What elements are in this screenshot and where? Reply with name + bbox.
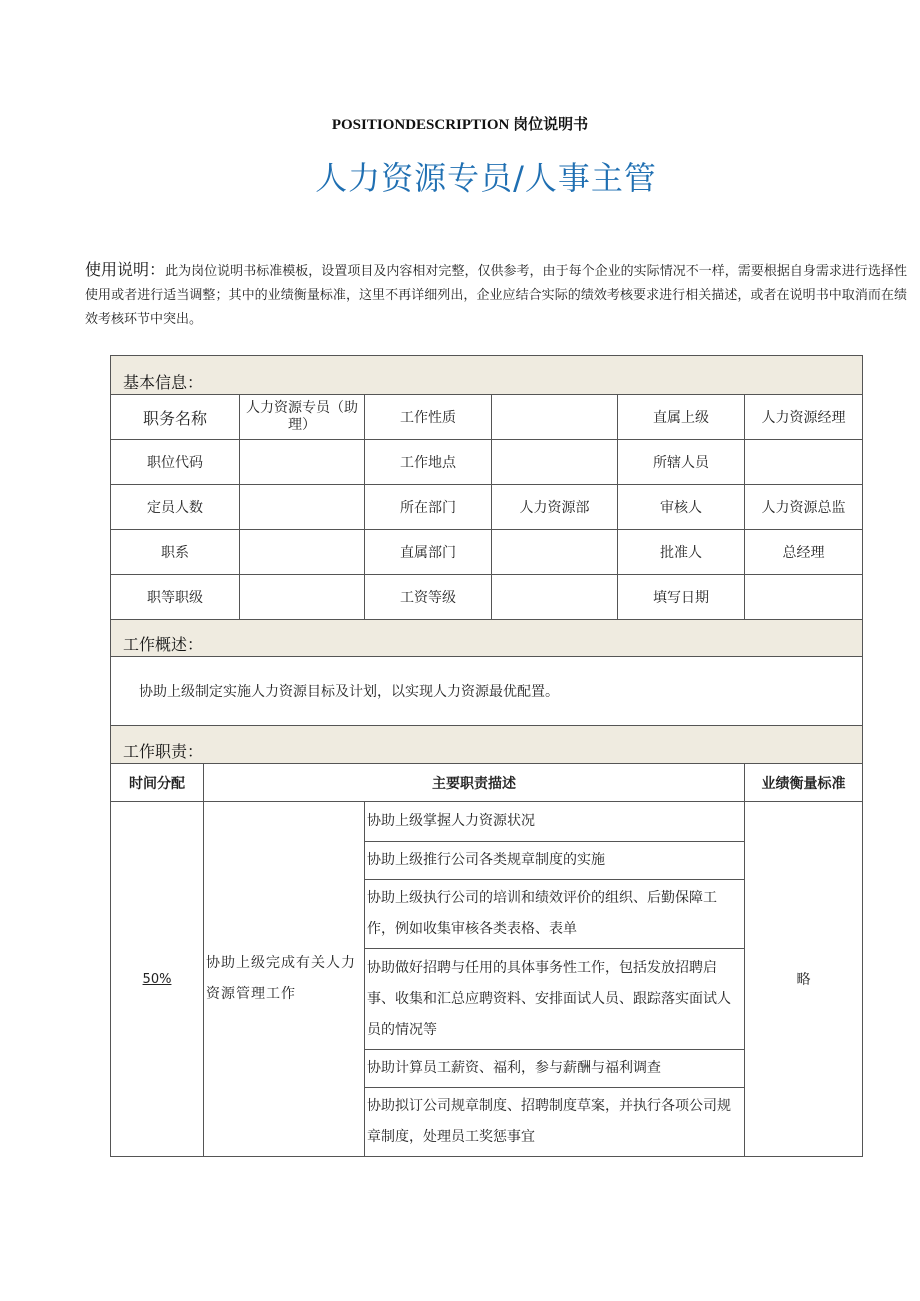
position-table <box>110 355 863 1157</box>
position-form <box>110 355 862 1157</box>
duty-row <box>111 802 863 842</box>
duty-task: 协助上级推行公司各类规章制度的实施 <box>365 842 745 880</box>
duty-task: 协助拟订公司规章制度、招聘制度草案，并执行各项公司规章制度，处理员工奖惩事宜 <box>365 1088 745 1157</box>
col-time-allocation: 时间分配 <box>111 764 204 802</box>
duty-task: 协助计算员工薪资、福利，参与薪酬与福利调查 <box>365 1050 745 1088</box>
summary-heading: 工作概述： <box>111 620 863 657</box>
duties-heading: 工作职责： <box>111 726 863 764</box>
info-value-direct-superior: 人力资源经理 <box>745 395 863 440</box>
info-row <box>111 530 863 575</box>
info-label-approver: 批准人 <box>618 530 745 575</box>
info-row <box>111 440 863 485</box>
info-value-department: 人力资源部 <box>492 485 618 530</box>
info-value-salary-level <box>492 575 618 620</box>
col-performance-standard: 业绩衡量标准 <box>745 764 863 802</box>
document-header: POSITIONDESCRIPTION 岗位说明书 <box>331 117 589 133</box>
info-label-subordinates: 所辖人员 <box>618 440 745 485</box>
main-duty-description: 协助上级完成有关人力资源管理工作 <box>204 802 365 1157</box>
info-value-grade <box>240 575 365 620</box>
summary-text: 协助上级制定实施人力资源目标及计划，以实现人力资源最优配置。 <box>111 657 863 726</box>
info-label-reviewer: 审核人 <box>618 485 745 530</box>
info-label-work-location: 工作地点 <box>365 440 492 485</box>
usage-text: 此为岗位说明书标准模板，设置项目及内容相对完整，仅供参考，由于每个企业的实际情况不一样，需要根据自身需求进行选择性使用或者进行适当调整；其中的业绩衡量标准，这里不再详细列出，企业应结合实际的绩效考核要求进行相关描述，或者在说明书中取消而在绩效考核环节中突出。 <box>85 264 907 327</box>
info-value-work-nature <box>492 395 618 440</box>
duty-task: 协助上级掌握人力资源状况 <box>365 802 745 842</box>
info-label-direct-superior: 直属上级 <box>618 395 745 440</box>
info-label-job-name: 职务名称 <box>111 395 240 440</box>
position-title: 人力资源专员/人事主管 <box>315 159 657 197</box>
info-value-headcount <box>240 485 365 530</box>
summary-heading-row <box>111 620 863 657</box>
duties-heading-row <box>111 726 863 764</box>
duty-task: 协助上级执行公司的培训和绩效评价的组织、后勤保障工作，例如收集审核各类表格、表单 <box>365 880 745 949</box>
col-main-duties: 主要职责描述 <box>204 764 745 802</box>
basic-info-heading-row <box>111 356 863 395</box>
info-label-fill-date: 填写日期 <box>618 575 745 620</box>
info-value-direct-department <box>492 530 618 575</box>
info-value-job-family <box>240 530 365 575</box>
usage-label: 使用说明： <box>85 260 166 279</box>
info-label-position-code: 职位代码 <box>111 440 240 485</box>
duty-task: 协助做好招聘与任用的具体事务性工作，包括发放招聘启事、收集和汇总应聘资料、安排面试人员、跟踪落实面试人员的情况等 <box>365 949 745 1050</box>
info-value-fill-date <box>745 575 863 620</box>
info-value-reviewer: 人力资源总监 <box>745 485 863 530</box>
performance-standard: 略 <box>745 802 863 1157</box>
info-label-work-nature: 工作性质 <box>365 395 492 440</box>
info-label-department: 所在部门 <box>365 485 492 530</box>
time-allocation-cell <box>111 802 204 1157</box>
info-value-subordinates <box>745 440 863 485</box>
info-label-salary-level: 工资等级 <box>365 575 492 620</box>
info-row <box>111 575 863 620</box>
info-label-grade: 职等职级 <box>111 575 240 620</box>
duties-header-row <box>111 764 863 802</box>
basic-info-heading: 基本信息： <box>111 356 863 395</box>
info-row <box>111 395 863 440</box>
info-value-approver: 总经理 <box>745 530 863 575</box>
info-row <box>111 485 863 530</box>
usage-note <box>85 258 907 332</box>
info-label-job-family: 职系 <box>111 530 240 575</box>
info-value-work-location <box>492 440 618 485</box>
info-label-headcount: 定员人数 <box>111 485 240 530</box>
summary-row <box>111 657 863 726</box>
time-percent: 50% <box>142 972 172 987</box>
info-label-direct-department: 直属部门 <box>365 530 492 575</box>
info-value-job-name: 人力资源专员（助理） <box>240 395 365 440</box>
info-value-position-code <box>240 440 365 485</box>
